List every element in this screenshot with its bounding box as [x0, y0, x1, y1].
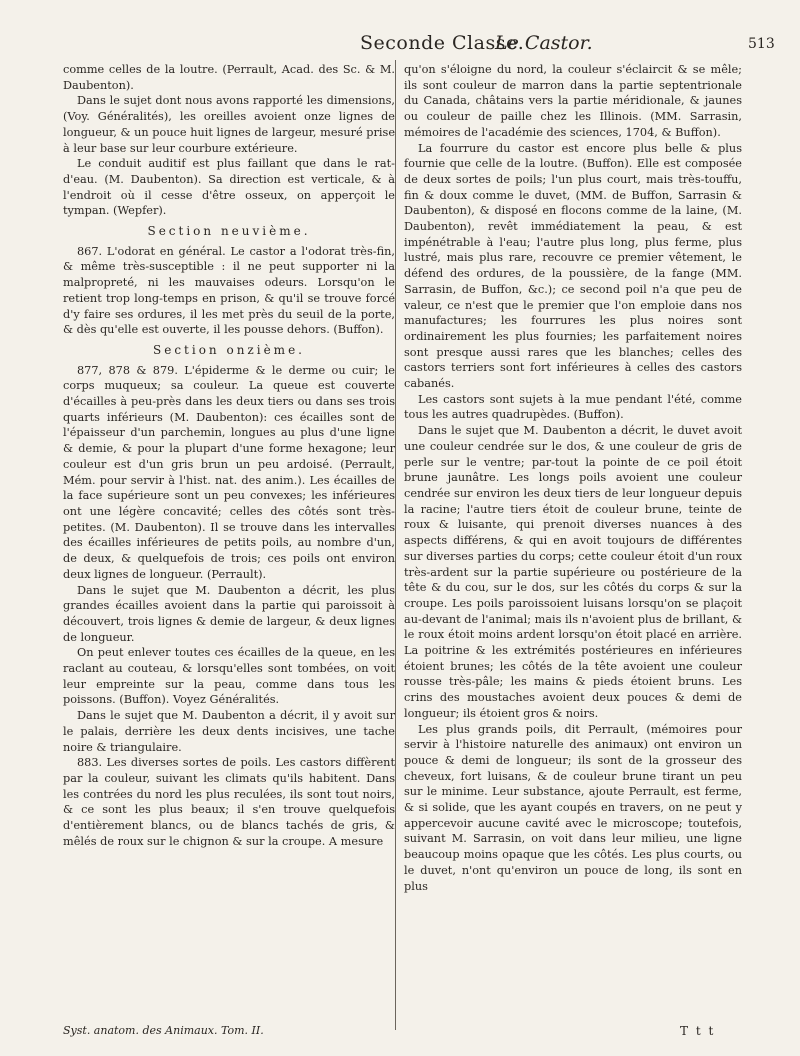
paragraph: comme celles de la loutre. (Perrault, Acad. des Sc. & M. Daubenton).	[63, 63, 395, 92]
paragraph: Dans le sujet que M. Daubenton a décrit, les plus grandes écailles avoient dans la partie qui paroissoit à découvert, trois lignes & demie de largeur, & deux lignes de longueur.	[63, 583, 395, 644]
paragraph: Le conduit auditif est plus faillant que dans le rat-d'eau. (M. Daubenton). Sa direction est verticale, & à l'endroit où il cesse d'être osseux, on apperçoit le tympan. (Wepfer).	[63, 157, 395, 218]
paragraph: 877, 878 & 879. L'épiderme & le derme ou cuir; le corps muqueux; sa couleur. La queue est couverte d'écailles à peu-près dans les deux tiers ou dans ses trois quarts inférieurs (M. Daubenton): ces écailles sont de l'épaisseur d'un parchemin, longues au plus d'une ligne & demie, & pour la plupart d'une forme hexagone; leur couleur est d'un gris brun un peu ardoisé. (Perrault, Mém. pour servir à l'hist. nat. des anim.). Les écailles de la face supérieure sont un peu convexes; les inférieures ont une légère concavité; celles des côtés sont très-petites. (M. Daubenton). Il se trouve dans les intervalles des écailles inférieures de petits poils, au nombre d'un, de deux, & quelquefois de trois; ces poils ont environ deux lignes de longueur. (Perrault).	[63, 363, 395, 581]
paragraph: Dans le sujet que M. Daubenton a décrit, il y avoit sur le palais, derrière les deux dents incisives, une tache noire & triangulaire.	[63, 709, 395, 754]
header-class-title: Seconde Classe.	[360, 32, 525, 54]
footer-title: Syst. anatom. des Animaux. Tom. II.	[63, 1024, 264, 1037]
right-column	[404, 62, 742, 894]
signature-mark: T t t	[680, 1024, 716, 1038]
header-chapter-title: Le Castor.	[495, 32, 593, 54]
paragraph: Dans le sujet que M. Daubenton a décrit, le duvet avoit une couleur cendrée sur le dos, & une couleur de gris de perle sur le ventre; par-tout la pointe de ce poil étoit brune jaunâtre. Les longs poils avoient une couleur cendrée sur environ les deux tiers de leur longueur depuis la racine; l'autre tiers étoit de couleur brune, teinte de roux & luisante, qui prenoit diverses nuances à des aspects différens, & qui en avoit toujours de différentes sur diverses parties du corps; cette couleur étoit d'un roux très-ardent sur la partie supérieure ou postérieure de la tête & du cou, sur le dos, sur les côtés du corps & sur la croupe. Les poils paroissoient luisans lorsqu'on se plaçoit au-devant de l'animal; mais ils n'avoient plus de brillant, & le roux étoit moins ardent lorsqu'on étoit placé en arrière. La poitrine & les extrémités postérieures en inférieures étoient brunes; les côtés de la tête avoient une couleur rousse très-pâle; les mains & pieds étoient bruns. Les crins des moustaches avoient deux pouces & demi de longueur; ils étoient gros & noirs.	[404, 424, 742, 720]
paragraph: 883. Les diverses sortes de poils. Les castors diffèrent par la couleur, suivant les climats qu'ils habitent. Dans les contrées du nord les plus reculées, ils sont tout noirs, & ce sont les plus beaux; il s'en trouve quelquefois d'entièrement blancs, ou de blancs tachés de gris, & mêlés de roux sur le chignon & sur la croupe. A mesure	[63, 756, 395, 848]
paragraph: qu'on s'éloigne du nord, la couleur s'éclaircit & se mêle; ils sont couleur de marron dans la partie septentrionale du Canada, châtains vers la partie méridionale, & jaunes ou couleur de paille chez les Illinois. (MM. Sarrasin, mémoires de l'académie des sciences, 1704, & Buffon).	[404, 63, 742, 139]
page-number: 513	[748, 36, 775, 52]
section-heading: Section onzième.	[153, 342, 305, 357]
paragraph: La fourrure du castor est encore plus belle & plus fournie que celle de la loutre. (Buffon). Elle est composée de deux sortes de poils; l'un plus court, mais très-touffu, fin & doux comme le duvet, (MM. de Buffon, Sarrasin & Daubenton), & disposé en flocons comme de la laine, (M. Daubenton), revêt immédiatement la peau, & est impénétrable à l'eau; l'autre plus long, plus ferme, plus lustré, mais plus rare, recouvre ce premier vêtement, le défend des ordures, de la poussière, de la fange (MM. Sarrasin, de Buffon, &c.); ce second poil n'a que peu de valeur, ce n'est que le premier que l'on emploie dans nos manufactures; les fourrures les plus noires sont ordinairement les plus fournies; les parfaitement noires sont presque aussi rares que les blanches; celles des castors terriers sont fort inférieures à celles des castors cabanés.	[404, 141, 742, 391]
paragraph: Les castors sont sujets à la mue pendant l'été, comme tous les autres quadrupèdes. (Buffon).	[404, 392, 742, 422]
paragraph: Les plus grands poils, dit Perrault, (mémoires pour servir à l'histoire naturelle des animaux) ont environ un pouce & demi de longueur; ils sont de la grosseur des cheveux, fort luisans, & de couleur brune tirant un peu sur le minime. Leur substance, ajoute Perrault, est ferme, & si solide, que les ayant coupés en travers, on ne peut y appercevoir aucune cavité avec le microscope; toutefois, suivant M. Sarrasin, on voit dans leur milieu, une ligne beaucoup moins opaque que les côtés. Les plus courts, ou le duvet, n'ont qu'environ un pouce de long, ils sont en plus	[404, 722, 742, 893]
paragraph: On peut enlever toutes ces écailles de la queue, en les raclant au couteau, & lorsqu'elles sont tombées, on voit leur empreinte sur la peau, comme dans tous les poissons. (Buffon). Voyez Généralités.	[63, 646, 395, 707]
column-divider	[395, 60, 396, 1030]
section-heading: Section neuvième.	[147, 224, 311, 239]
paragraph: Dans le sujet dont nous avons rapporté les dimensions, (Voy. Généralités), les oreilles avoient onze lignes de longueur, & un pouce huit lignes de largeur, mesuré prise à leur base sur leur courbure extérieure.	[63, 94, 395, 155]
left-column	[63, 62, 395, 849]
paragraph: 867. L'odorat en général. Le castor a l'odorat très-fin, & même très-susceptible : il ne peut supporter ni la malpropreté, ni les mauvaises odeurs. Lorsqu'on le retient trop long-temps en prison, & qu'il se trouve forcé d'y faire ses ordures, il les met près du seuil de la porte, & dès qu'elle est ouverte, il les pousse dehors. (Buffon).	[63, 244, 395, 337]
